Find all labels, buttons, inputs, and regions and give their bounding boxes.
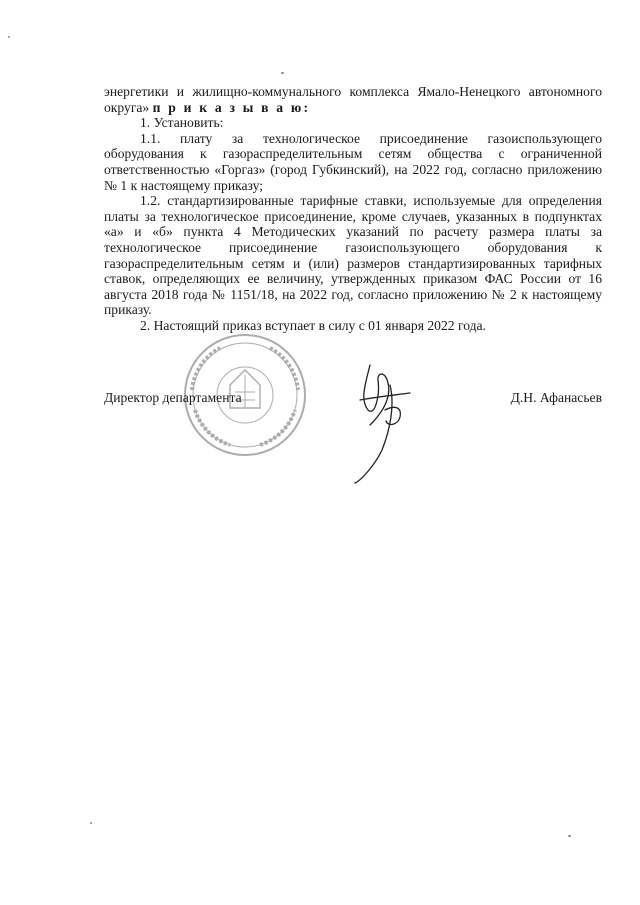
signatory-position: Директор департамента: [104, 390, 242, 405]
item-1: 1. Установить:: [140, 115, 224, 131]
handwritten-signature: [340, 355, 440, 485]
item-1-2: 1.2. стандартизированные тарифные ставки, используемые для определения платы за технологическое присоединение, кроме случаев, указанных в подпунктах «а» и «б» пункта 4 Методических указаний по расчету размера платы за технологическое присоединение газоиспользующего оборудования к газораспределительным сетям и (или) размеров стандартизированных тарифных ставок, определяющих ее величину, утвержденных приказом ФАС России от 16 августа 2018 года № 1151/18, на 2022 год, согласно приложению № 2 к настоящему приказу.: [104, 193, 602, 318]
intro-text: энергетики и жилищно-коммунального комплекса Ямало-Ненецкого автономного округа»: [104, 84, 602, 115]
scan-speck: [8, 36, 10, 38]
scan-speck: [568, 835, 571, 837]
signatory-name: Д.Н. Афанасьев: [510, 390, 602, 405]
item-2: 2. Настоящий приказ вступает в силу с 01 января 2022 года.: [140, 317, 486, 333]
scan-speck: [281, 72, 284, 74]
item-1-1: 1.1. плату за технологическое присоединение газоиспользующего оборудования к газораспределительным сетям общества с ограниченной ответственностью «Горгаз» (город Губкинский), на 2022 год, согласно приложению № 1 к настоящему приказу;: [104, 130, 602, 193]
order-body: [104, 84, 602, 334]
signature-row: [104, 390, 602, 410]
scan-speck: [90, 822, 92, 824]
order-word: п р и к а з ы в а ю:: [152, 99, 311, 115]
paragraph-intro-continuation: [104, 84, 602, 115]
